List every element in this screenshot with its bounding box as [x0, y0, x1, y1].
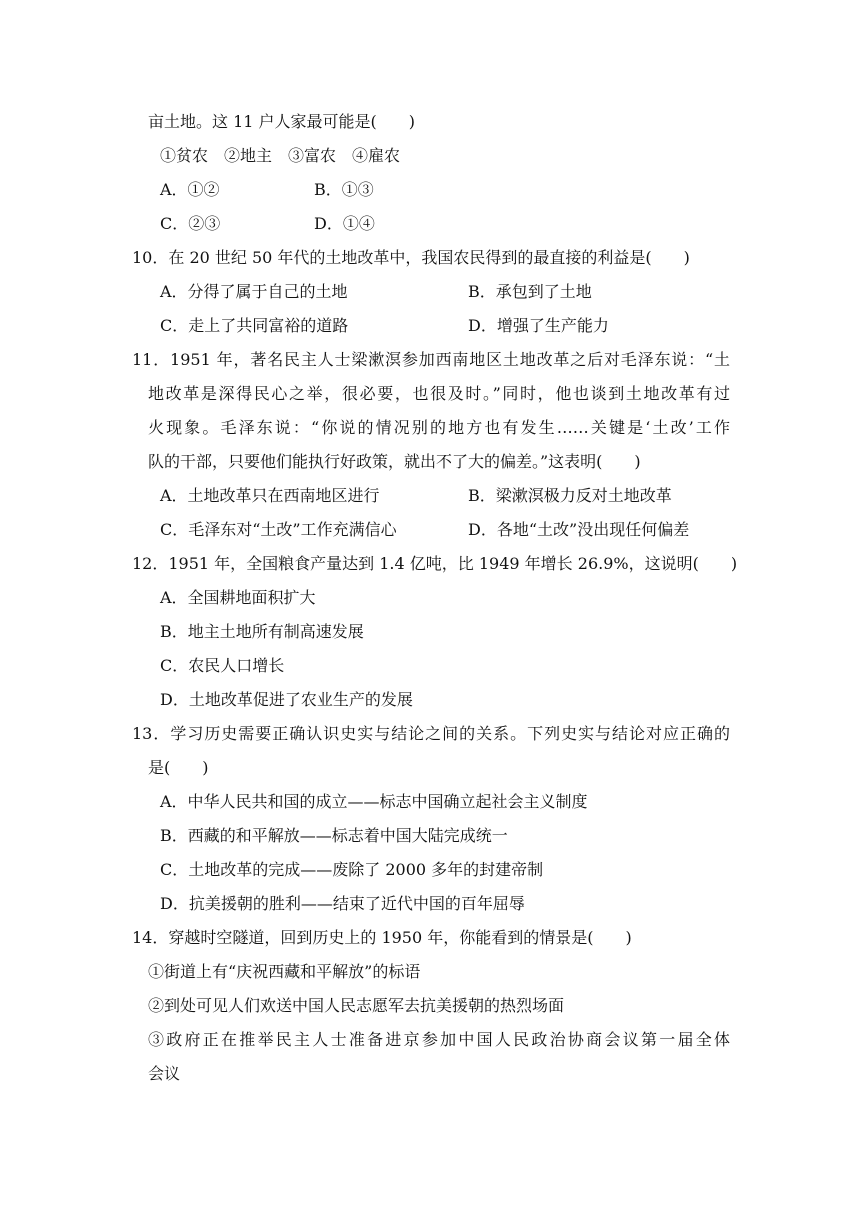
q11-option-a: A．土地改革只在西南地区进行: [160, 486, 380, 505]
q11-stem-line1: 11．1951 年，著名民主人士梁漱溟参加西南地区土地改革之后对毛泽东说：“土: [132, 350, 730, 369]
q10-option-a: A．分得了属于自己的土地: [160, 282, 348, 301]
q12-option-b: B．地主土地所有制高速发展: [160, 622, 364, 641]
q14-item-1: ①街道上有“庆祝西藏和平解放”的标语: [148, 962, 421, 981]
q12-option-c: C．农民人口增长: [160, 656, 285, 675]
q12-option-d: D．土地改革促进了农业生产的发展: [160, 690, 413, 709]
q9-option-a: A．①②: [160, 180, 220, 199]
q11-stem-line3: 火现象。毛泽东说：“你说的情况别的地方也有发生……关键是‘土改’工作: [148, 418, 730, 437]
q9-option-c: C．②③: [160, 214, 221, 233]
q11-option-b: B．梁漱溟极力反对土地改革: [468, 486, 672, 505]
q13-option-b: B．西藏的和平解放——标志着中国大陆完成统一: [160, 826, 508, 845]
q9-option-d: D．①④: [314, 214, 375, 233]
q10-stem: 10．在 20 世纪 50 年代的土地改革中，我国农民得到的最直接的利益是( ): [132, 248, 690, 267]
q9-option-b: B．①③: [314, 180, 374, 199]
q14-item-3-line2: 会议: [148, 1064, 181, 1083]
q13-stem-line2: 是( ): [148, 758, 209, 777]
q12-option-a: A．全国耕地面积扩大: [160, 588, 316, 607]
q14-item-3-line1: ③政府正在推举民主人士准备进京参加中国人民政治协商会议第一届全体: [148, 1030, 730, 1049]
q13-option-c: C．土地改革的完成——废除了 2000 多年的封建帝制: [160, 860, 544, 879]
q14-item-2: ②到处可见人们欢送中国人民志愿军去抗美援朝的热烈场面: [148, 996, 565, 1015]
q10-option-b: B．承包到了土地: [468, 282, 592, 301]
q13-stem-line1: 13．学习历史需要正确认识史实与结论之间的关系。下列史实与结论对应正确的: [132, 724, 730, 743]
q9-options-list: ①贫农 ②地主 ③富农 ④雇农: [160, 146, 401, 165]
q11-option-d: D．各地“土改”没出现任何偏差: [468, 520, 690, 539]
q11-stem-line2: 地改革是深得民心之举，很必要，也很及时。”同时，他也谈到土地改革有过: [148, 384, 730, 403]
q12-stem: 12．1951 年，全国粮食产量达到 1.4 亿吨，比 1949 年增长 26.9%，这说明( ): [132, 554, 738, 573]
q13-option-d: D．抗美援朝的胜利——结束了近代中国的百年屈辱: [160, 894, 525, 913]
q13-option-a: A．中华人民共和国的成立——标志中国确立起社会主义制度: [160, 792, 588, 811]
q11-stem-line4: 队的干部，只要他们能执行好政策，就出不了大的偏差。”这表明( ): [148, 452, 641, 471]
q10-option-d: D．增强了生产能力: [468, 316, 609, 335]
q9-stem-tail: 亩土地。这 11 户人家最可能是( ): [148, 112, 416, 131]
q14-stem: 14．穿越时空隧道，回到历史上的 1950 年，你能看到的情景是( ): [132, 928, 632, 947]
q11-option-c: C．毛泽东对“土改”工作充满信心: [160, 520, 397, 539]
q10-option-c: C．走上了共同富裕的道路: [160, 316, 349, 335]
